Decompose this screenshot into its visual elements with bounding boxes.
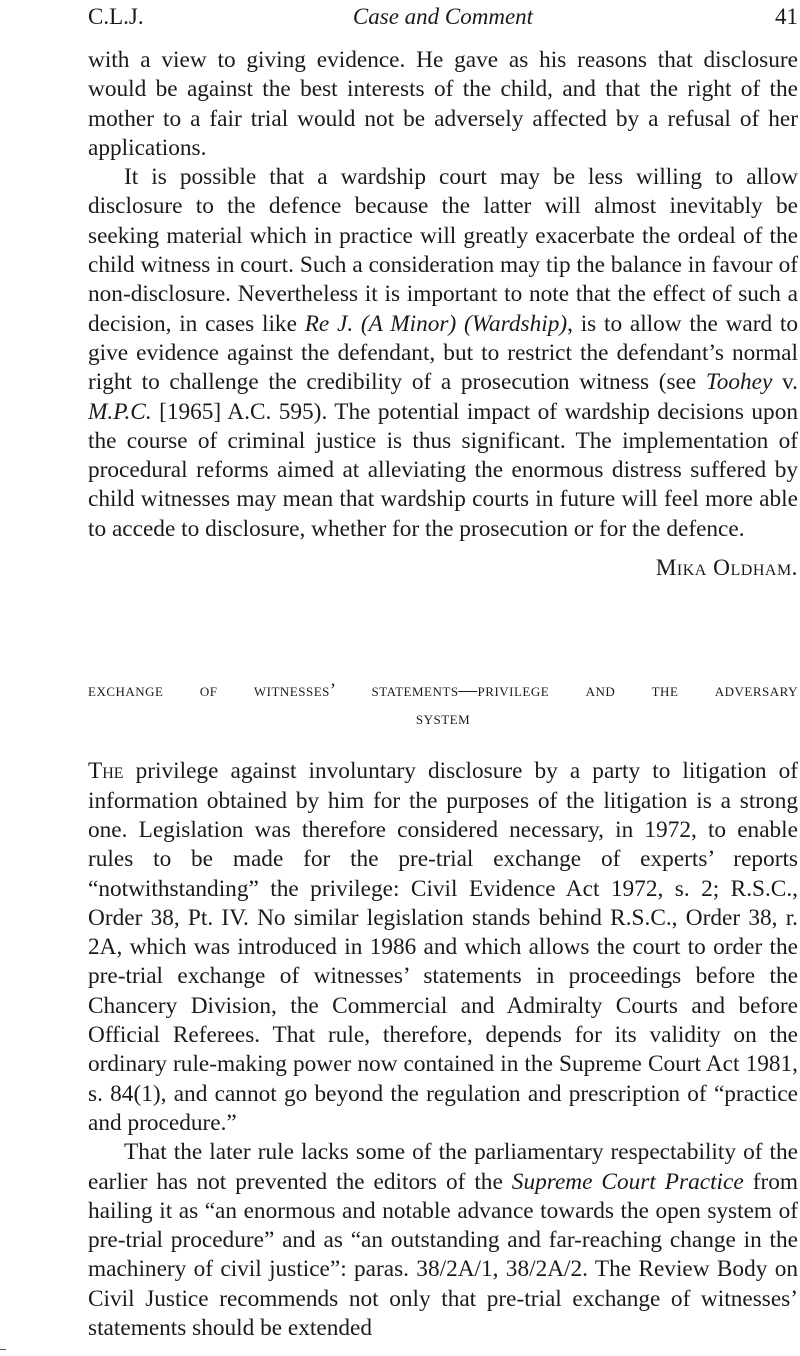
heading-line-2: system xyxy=(415,709,471,730)
running-header xyxy=(88,0,798,34)
section-title: Case and Comment xyxy=(352,4,534,29)
section-heading xyxy=(88,677,798,733)
case-citation: Re J. (A Minor) (Wardship) xyxy=(304,310,568,337)
page-number: 41 xyxy=(775,4,798,29)
paragraph-continuation: with a view to giving evidence. He gave as his reasons that disclosure would be against the best interests of the child, and that the right of the mother to a fair trial would not be adversely affected by a refusal of her applications. xyxy=(88,47,798,161)
case-citation-mpc: M.P.C. xyxy=(88,398,152,425)
author-signature: Mika Oldham. xyxy=(655,555,798,582)
paragraph-later-rule: That the later rule lacks some of the parliamentary respectability of the earlier has not prevented the editors of the Supreme Court Practice from hailing it as “an enormous and notable advance towards the open system of pre-trial procedure” and as “an outstanding and far-reaching change in the machinery of civil justice”: paras. 38/2A/1, 38/2A/2. The Review Body on Civil Justice recommends not only that pre-trial exchange of witnesses’ statements should be extended xyxy=(88,1139,798,1341)
paragraph-wardship-disclosure: It is possible that a wardship court may be less willing to allow disclosure to the defence because the latter will almost inevitably be seeking material which in practice will greatly exacerbate the ordeal of the child witness in court. Such a consideration may tip the balance in favour of non-disclosure. Nevertheless it is important to note that the effect of such a decision, in cases like Re J. (A Minor) (Wardship), is to allow the ward to give evidence against the defendant, but to restrict the defendant’s normal right to challenge the credibility of a prosecution witness (see Toohey v. M.P.C. [1965] A.C. 595). The potential impact of wardship decisions upon the course of criminal justice is thus significant. The implementation of procedural reforms aimed at alleviating the enormous distress suffered by child witnesses may mean that wardship courts in future will feel more able to accede to disclosure, whether for the prosecution or for the defence. xyxy=(88,164,799,542)
heading-line-1: exchange of witnesses’ statements—privilege and the adversary xyxy=(88,681,798,702)
book-title: Supreme Court Practice xyxy=(511,1168,744,1195)
paragraph-privilege: The privilege against involuntary disclosure by a party to litigation of information obtained by him for the purposes of the litigation is a strong one. Legislation was therefore considered necessary, in 1972, to enable rules to be made for the pre-trial exchange of experts’ reports “notwithstanding” the privilege: Civil Evidence Act 1972, s. 2; R.S.C., Order 38, Pt. IV. No similar legislation stands behind R.S.C., Order 38, r. 2A, which was introduced in 1986 and which allows the court to order the pre-trial exchange of witnesses’ statements in proceedings before the Chancery Division, the Commercial and Admiralty Courts and before Official Referees. That rule, therefore, depends for its validity on the ordinary rule-making power now contained in the Supreme Court Act 1981, s. 84(1), and cannot go beyond the regulation and prescription of “practice and procedure.” xyxy=(88,758,798,1136)
article-body xyxy=(88,46,798,1343)
case-citation-toohey: Toohey xyxy=(705,369,773,396)
lead-word: The xyxy=(88,758,124,785)
scan-mark xyxy=(0,1349,6,1350)
journal-abbreviation: C.L.J. xyxy=(88,4,144,29)
